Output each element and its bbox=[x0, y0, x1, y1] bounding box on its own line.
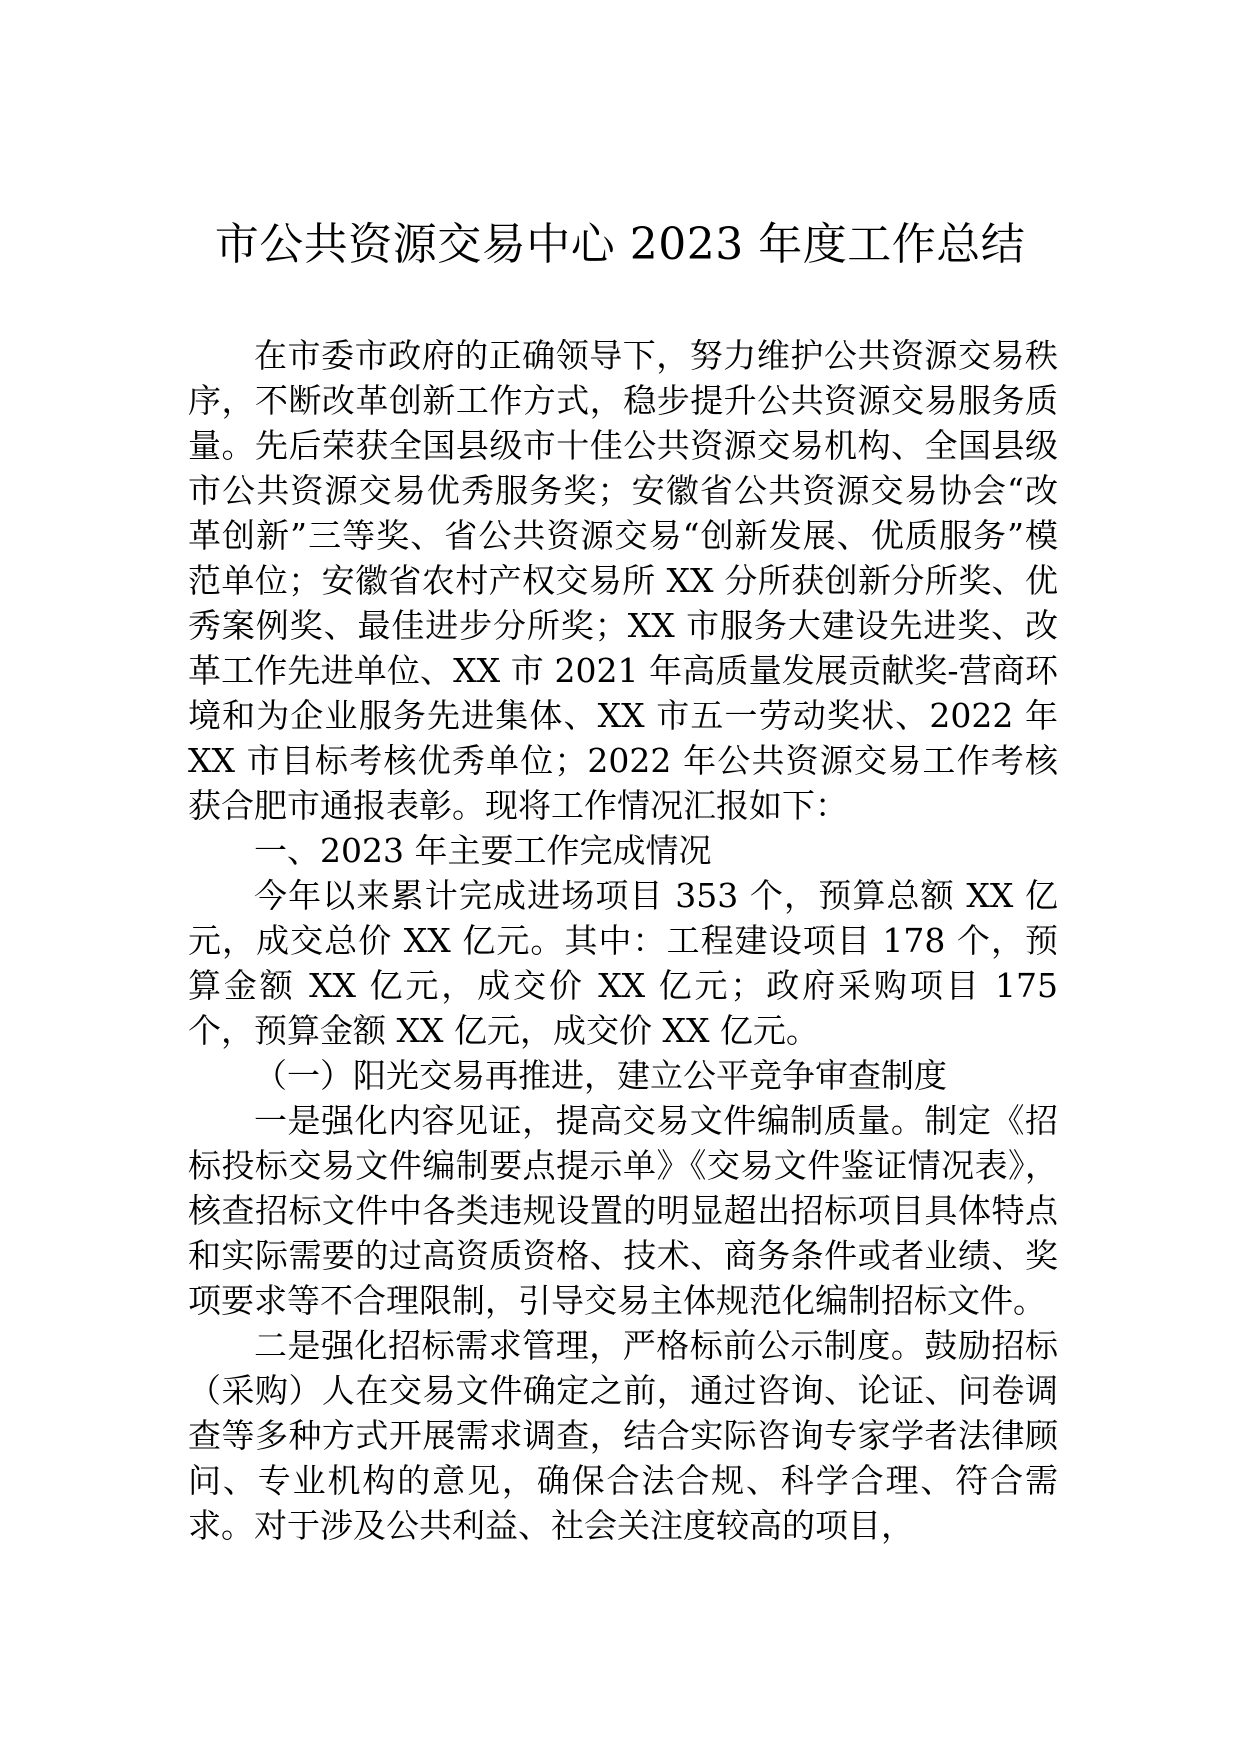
section-heading: 一、2023 年主要工作完成情况 bbox=[254, 831, 712, 870]
subsection-heading: （一）阳光交易再推进，建立公平竞争审查制度 bbox=[254, 1056, 947, 1095]
document-body bbox=[188, 333, 1058, 1548]
intro-paragraph: 在市委市政府的正确领导下，努力维护公共资源交易秩序，不断改革创新工作方式，稳步提升公共资源交易服务质量。先后荣获全国县级市十佳公共资源交易机构、全国县级市公共资源交易优秀服务奖；安徽省公共资源交易协会“改革创新”三等奖、省公共资源交易“创新发展、优质服务”模范单位；安徽省农村产权交易所 XX 分所获创新分所奖、优秀案例奖、最佳进步分所奖；XX 市服务大建设先进奖、改革工作先进单位、XX 市 2021 年高质量发展贡献奖-营商环境和为企业服务先进集体、XX 市五一劳动奖状、2022 年 XX 市目标考核优秀单位；2022 年公共资源交易工作考核获合肥市通报表彰。现将工作情况汇报如下： bbox=[188, 336, 1058, 825]
summary-paragraph: 今年以来累计完成进场项目 353 个，预算总额 XX 亿元，成交总价 XX 亿元。其中：工程建设项目 178 个，预算金额 XX 亿元，成交价 XX 亿元；政府采购项目 175 个，预算金额 XX 亿元，成交价 XX 亿元。 bbox=[188, 876, 1058, 1050]
document-title: 市公共资源交易中心 2023 年度工作总结 bbox=[214, 219, 1026, 270]
body-paragraph: 二是强化招标需求管理，严格标前公示制度。鼓励招标（采购）人在交易文件确定之前，通过咨询、论证、问卷调查等多种方式开展需求调查，结合实际咨询专家学者法律顾问、专业机构的意见，确保合法合规、科学合理、符合需求。对于涉及公共利益、社会关注度较高的项目， bbox=[188, 1326, 1058, 1545]
body-paragraph: 一是强化内容见证，提高交易文件编制质量。制定《招标投标交易文件编制要点提示单》《交易文件鉴证情况表》，核查招标文件中各类违规设置的明显超出招标项目具体特点和实际需要的过高资质资格、技术、商务条件或者业绩、奖项要求等不合理限制，引导交易主体规范化编制招标文件。 bbox=[188, 1101, 1058, 1320]
